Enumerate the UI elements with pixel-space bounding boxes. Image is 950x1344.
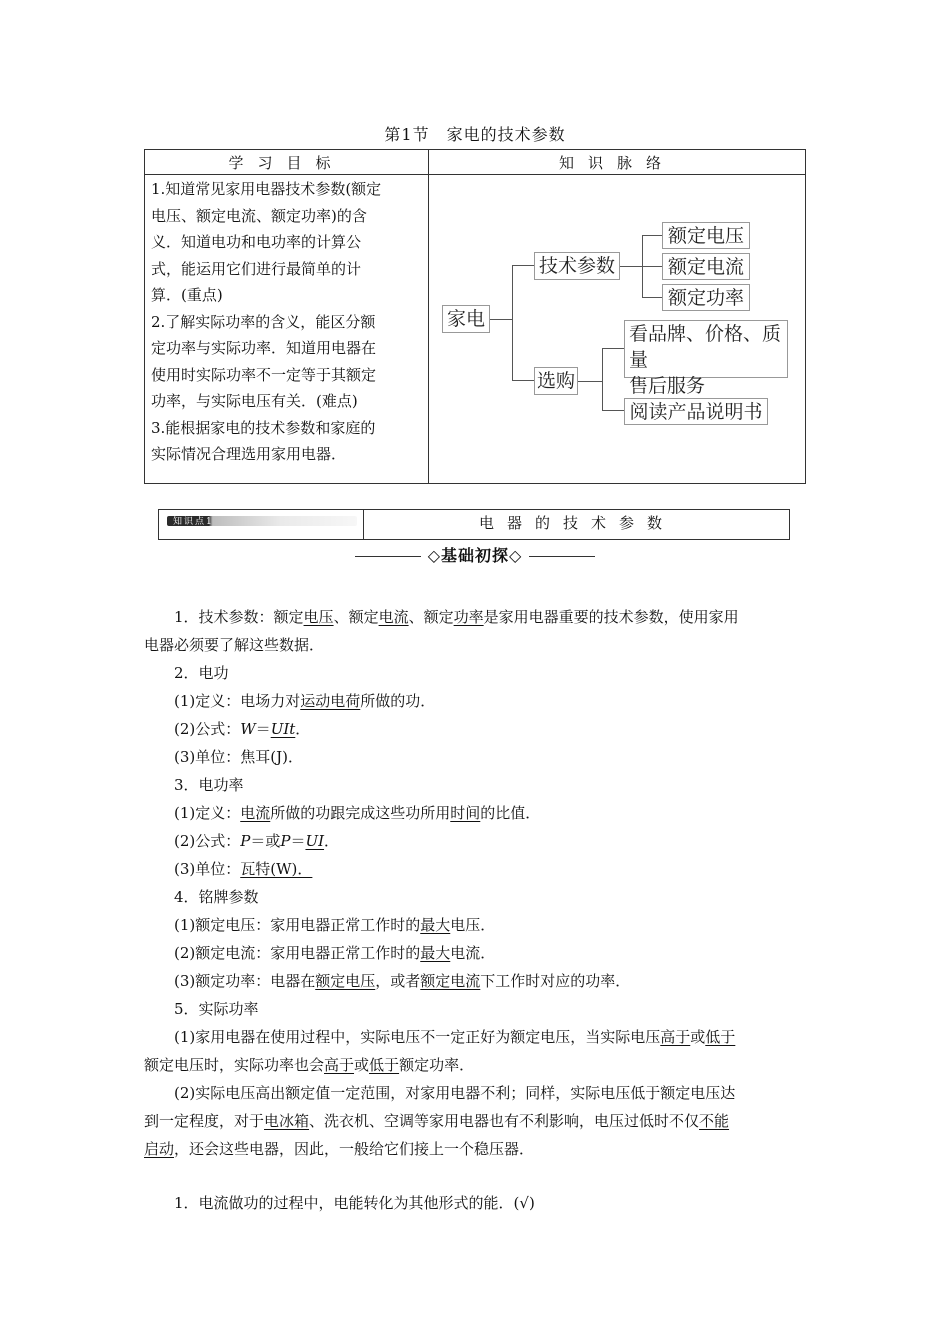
connector bbox=[602, 410, 624, 411]
map-leaf-line: 看品牌、价格、质量 bbox=[629, 323, 782, 371]
answer-blank: 最大 bbox=[420, 944, 451, 962]
answer-blank: 功率 bbox=[453, 608, 484, 626]
paragraph bbox=[144, 687, 806, 715]
answer-blank: 额定电流 bbox=[420, 972, 481, 990]
text: 所做的功跟完成这些功所用 bbox=[270, 804, 451, 822]
map-leaf-brand-price bbox=[624, 320, 788, 397]
connector bbox=[512, 265, 513, 380]
knowledge-point-badge-text: 知识点1 bbox=[173, 517, 214, 527]
goal-line: 算．(重点) bbox=[151, 286, 223, 304]
text: (2)额定电流：家用电器正常工作时的 bbox=[174, 944, 421, 962]
knowledge-point-title: 电器的技术参数 bbox=[478, 514, 675, 532]
symbol: W bbox=[240, 720, 256, 738]
answer-blank: UIt bbox=[270, 720, 296, 738]
text: 、额定 bbox=[333, 608, 379, 626]
bar-divider bbox=[363, 510, 364, 539]
knowledge-point-badge bbox=[167, 516, 357, 526]
text: 的比值． bbox=[480, 804, 541, 822]
connector bbox=[602, 348, 624, 349]
paragraph: (2)实际电压高出额定值一定范围，对家用电器不利；同样，实际电压低于额定电压达 bbox=[174, 1084, 736, 1102]
paragraph bbox=[144, 967, 806, 995]
text: 额定电压时，实际功率也会 bbox=[144, 1056, 325, 1074]
text: 到一定程度，对于 bbox=[144, 1112, 265, 1130]
answer-blank: 最大 bbox=[420, 916, 451, 934]
map-leaf-line: 售后服务 bbox=[629, 375, 706, 397]
text: 是家用电器重要的技术参数，使用家用 bbox=[483, 608, 739, 626]
paragraph bbox=[144, 1135, 806, 1163]
map-leaf-rated-power: 额定功率 bbox=[662, 284, 750, 311]
text: (2)公式： bbox=[174, 720, 241, 738]
map-leaf-rated-current: 额定电流 bbox=[662, 253, 750, 280]
text: 额定功率． bbox=[399, 1056, 475, 1074]
text: 电流． bbox=[450, 944, 496, 962]
map-root: 家电 bbox=[442, 305, 490, 333]
answer-blank: 时间 bbox=[450, 804, 481, 822]
map-branch-purchase: 选购 bbox=[534, 367, 578, 395]
connector bbox=[620, 266, 642, 267]
paragraph bbox=[144, 827, 806, 855]
text: 1．技术参数：额定 bbox=[174, 608, 304, 626]
goal-line: 电压、额定电流、额定功率)的含 bbox=[151, 206, 367, 225]
map-leaf-rated-voltage: 额定电压 bbox=[662, 222, 750, 249]
paragraph bbox=[144, 715, 806, 743]
text: ，还会这些电器，因此，一般给它们接上一个稳压器． bbox=[174, 1140, 535, 1158]
answer-blank: 启动 bbox=[144, 1140, 175, 1158]
objectives-table bbox=[144, 149, 806, 484]
paragraph bbox=[144, 1107, 806, 1135]
text: 下工作时对应的功率． bbox=[480, 972, 631, 990]
connector bbox=[642, 266, 662, 267]
table-divider bbox=[428, 150, 429, 483]
answer-blank: 低于 bbox=[705, 1028, 736, 1046]
goal-line: 义．知道电功和电功率的计算公 bbox=[151, 233, 362, 251]
answer-blank: 不能 bbox=[699, 1112, 730, 1130]
answer-blank: 额定电压 bbox=[315, 972, 376, 990]
section-heading-3: 3．电功率 bbox=[174, 776, 244, 794]
table-header-rule bbox=[145, 174, 805, 175]
text: (1)定义： bbox=[174, 804, 241, 822]
goal-line: 定功率与实际功率．知道用电器在 bbox=[151, 339, 377, 357]
goal-line: 2.了解实际功率的含义，能区分额 bbox=[151, 312, 376, 331]
text: 电压． bbox=[450, 916, 496, 934]
text: (2)公式： bbox=[174, 832, 241, 850]
page-title: 第1节 家电的技术参数 bbox=[384, 125, 566, 144]
text: 或 bbox=[690, 1028, 706, 1046]
heading-rule-right bbox=[529, 556, 595, 557]
content-body bbox=[144, 603, 806, 1217]
answer-blank: 电冰箱 bbox=[264, 1112, 310, 1130]
section-heading bbox=[0, 543, 950, 566]
paragraph bbox=[144, 1051, 806, 1079]
answer-blank: 低于 bbox=[369, 1056, 400, 1074]
paragraph bbox=[144, 603, 806, 631]
text: (3)额定功率：电器在 bbox=[174, 972, 316, 990]
paragraph: 电器必须要了解这些数据． bbox=[144, 636, 325, 654]
answer-blank: 电压 bbox=[303, 608, 334, 626]
header-knowledge-map: 知识脉络 bbox=[558, 154, 675, 172]
text: (1)定义：电场力对 bbox=[174, 692, 301, 710]
map-leaf-read-manual: 阅读产品说明书 bbox=[624, 398, 768, 425]
text: ＝ bbox=[255, 720, 271, 738]
learning-goals bbox=[151, 176, 421, 468]
paragraph: (3)单位：焦耳(J)． bbox=[174, 748, 303, 766]
text: 、额定 bbox=[408, 608, 454, 626]
answer-blank: 高于 bbox=[324, 1056, 355, 1074]
goal-line: 3.能根据家电的技术参数和家庭的 bbox=[151, 418, 376, 437]
section-heading-2: 2．电功 bbox=[174, 664, 229, 682]
text: ，或者 bbox=[375, 972, 421, 990]
connector bbox=[578, 381, 602, 382]
text: ＝ bbox=[290, 832, 306, 850]
connector bbox=[512, 265, 534, 266]
text: ． bbox=[295, 720, 311, 738]
goal-line: 1.知道常见家用电器技术参数(额定 bbox=[151, 180, 382, 198]
answer-blank: 运动电荷 bbox=[300, 692, 361, 710]
answer-blank: 电流 bbox=[240, 804, 271, 822]
section-heading-5: 5．实际功率 bbox=[174, 1000, 259, 1018]
answer-blank: UI bbox=[305, 832, 325, 850]
header-learning-goals: 学习目标 bbox=[228, 154, 345, 172]
paragraph bbox=[144, 855, 806, 883]
paragraph bbox=[144, 799, 806, 827]
map-branch-tech-params: 技术参数 bbox=[534, 252, 620, 280]
answer-blank: 电流 bbox=[378, 608, 409, 626]
section-heading-4: 4．铭牌参数 bbox=[174, 888, 259, 906]
quiz-item: 1．电流做功的过程中，电能转化为其他形式的能．(√) bbox=[174, 1194, 535, 1212]
text: 所做的功． bbox=[360, 692, 436, 710]
goal-line: 实际情况合理选用家用电器． bbox=[151, 445, 347, 463]
answer-blank: 瓦特(W)． bbox=[240, 860, 313, 878]
goal-line: 式，能运用它们进行最简单的计 bbox=[151, 259, 362, 278]
connector bbox=[642, 235, 662, 236]
connector bbox=[642, 297, 662, 298]
text: (1)家用电器在使用过程中，实际电压不一定正好为额定电压，当实际电压 bbox=[174, 1028, 661, 1046]
text: ． bbox=[324, 832, 340, 850]
goal-line: 功率，与实际电压有关．(难点) bbox=[151, 392, 358, 410]
symbol: P bbox=[280, 832, 291, 850]
knowledge-point-bar bbox=[158, 509, 790, 540]
symbol: P bbox=[240, 832, 251, 850]
heading-rule-left bbox=[355, 556, 421, 557]
paragraph bbox=[144, 939, 806, 967]
text: 、洗衣机、空调等家用电器也有不利影响，电压过低时不仅 bbox=[309, 1112, 700, 1130]
paragraph bbox=[144, 911, 806, 939]
connector bbox=[490, 319, 512, 320]
answer-blank: 高于 bbox=[660, 1028, 691, 1046]
text: 或 bbox=[354, 1056, 370, 1074]
text: (1)额定电压：家用电器正常工作时的 bbox=[174, 916, 421, 934]
paragraph bbox=[144, 1023, 806, 1051]
section-heading-text: ◇基础初探◇ bbox=[427, 546, 523, 565]
connector bbox=[512, 380, 534, 381]
text: ＝或 bbox=[250, 832, 281, 850]
goal-line: 使用时实际功率不一定等于其额定 bbox=[151, 365, 377, 384]
text: (3)单位： bbox=[174, 860, 241, 878]
connector bbox=[602, 348, 603, 410]
